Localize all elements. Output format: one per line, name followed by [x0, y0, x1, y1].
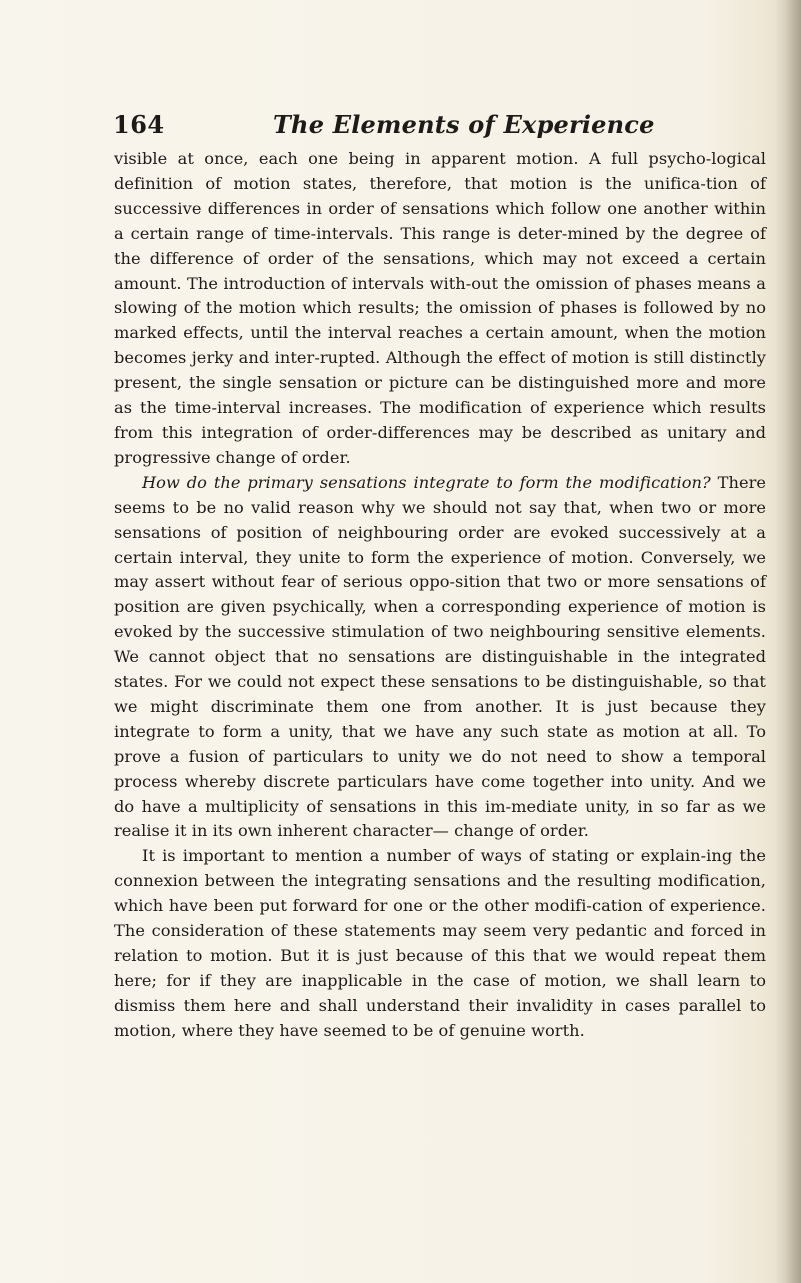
page-body [114, 147, 766, 1044]
page-edge-shadow [775, 0, 801, 1283]
paragraph-3: It is important to mention a number of ways of stating or explain-ing the connexion between the integrating sensations and the resulting modification, which have been put forward for one or the other modifi-cation of experience. The consideration of these statements may seem very pedantic and forced in relation to motion. But it is just because of this that we would repeat them here; for if they are inapplicable in the case of motion, we shall learn to dismiss them here and shall understand their invalidity in cases parallel to motion, where they have seemed to be of genuine worth. [114, 846, 766, 1040]
paragraph-2 [114, 471, 766, 845]
paragraph-2-text: There seems to be no valid reason why we should not say that, when two or more sensations of position of neighbouring order are evoked successively at a certain interval, they unite to form the experience of motion. Conversely, we may assert without fear of serious oppo-sition that two or more sensations of position are given psychically, when a corresponding experience of motion is evoked by the successive stimulation of two neighbouring sensitive elements. We cannot object that no sensations are distinguishable in the integrated states. For we could not expect these sensations to be distinguishable, so that we might discriminate them one from another. It is just because they integrate to form a unity, that we have any such state as motion at all. To prove a fusion of particulars to unity we do not need to show a temporal process whereby discrete particulars have come together into unity. And we do have a multiplicity of sensations in this im-mediate unity, in so far as we realise it in its own inherent character— change of order. [114, 472, 766, 841]
running-title: The Elements of Experience [273, 110, 655, 139]
page-number: 164 [113, 110, 165, 139]
page-header [113, 106, 675, 144]
paragraph-2-italic-lead: How do the primary sensations integrate to form the modification? [142, 472, 711, 492]
paragraph-1: visible at once, each one being in apparent motion. A full psycho-logical definition of motion states, therefore, that motion is the unifica-tion of successive differences in order of sensations which follow one another within a certain range of time-intervals. This range is deter-mined by the degree of the difference of order of the sensations, which may not exceed a certain amount. The introduction of intervals with-out the omission of phases means a slowing of the motion which results; the omission of phases is followed by no marked effects, until the interval reaches a certain amount, when the motion becomes jerky and inter-rupted. Although the effect of motion is still distinctly present, the single sensation or picture can be distinguished more and more as the time-interval increases. The modification of experience which results from this integration of order-differences may be described as unitary and progressive change of order. [114, 149, 766, 467]
